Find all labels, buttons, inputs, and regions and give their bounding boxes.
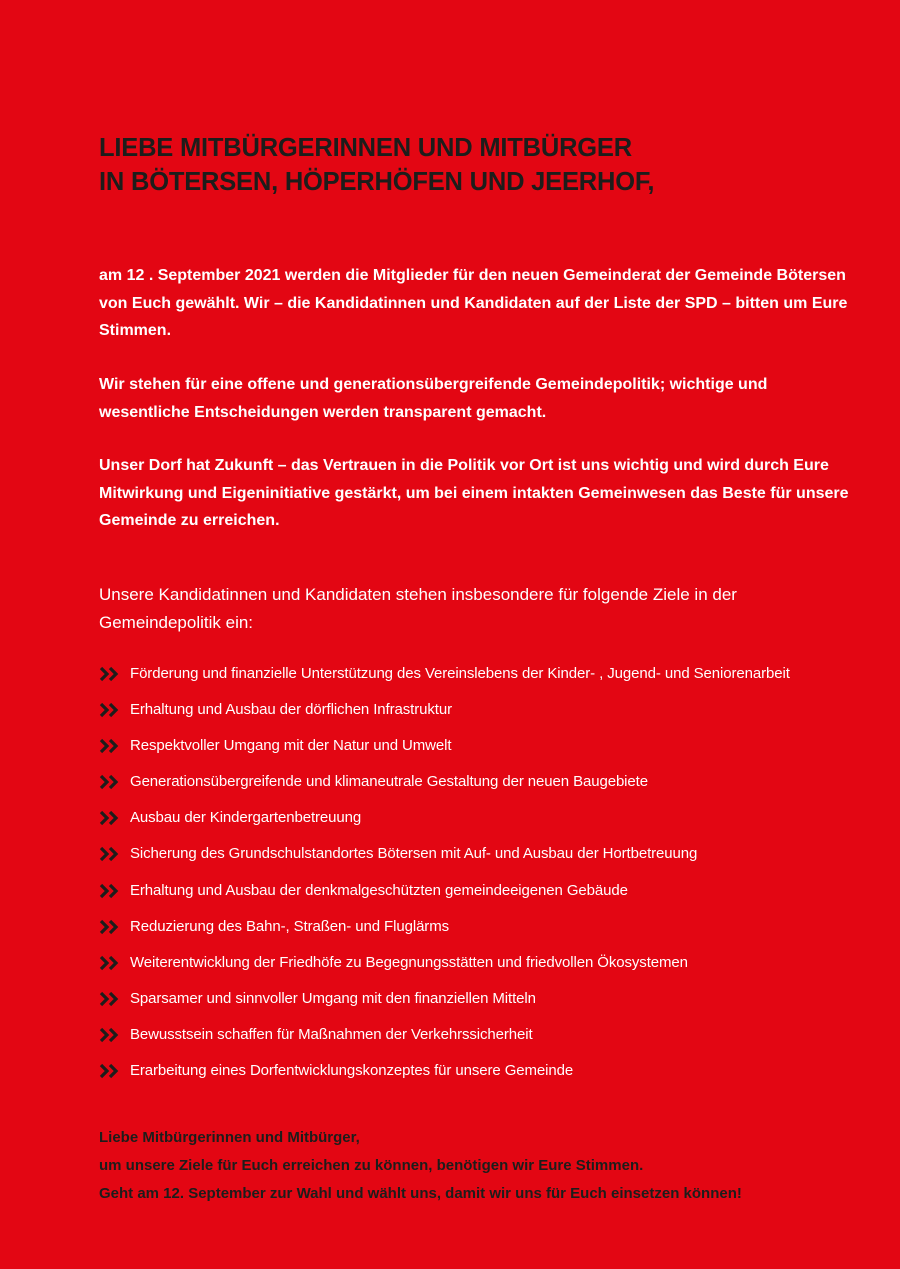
double-chevron-right-icon	[99, 1027, 121, 1043]
goals-intro: Unsere Kandidatinnen und Kandidaten stehen insbesondere für folgende Ziele in der Gemeindepolitik ein:	[99, 585, 737, 632]
page-headline	[99, 131, 654, 199]
double-chevron-right-icon	[99, 810, 121, 826]
intro-paragraph-policy: Wir stehen für eine offene und generationsübergreifende Gemeindepolitik; wichtige und wesentliche Entscheidungen werden transparent gemacht.	[99, 376, 768, 421]
goal-text: Erhaltung und Ausbau der denkmalgeschützten gemeindeeigenen Gebäude	[130, 881, 628, 899]
goal-text: Sicherung des Grundschulstandortes Bötersen mit Auf- und Ausbau der Hortbetreuung	[130, 845, 698, 863]
double-chevron-right-icon	[99, 1063, 121, 1079]
goal-item	[99, 732, 869, 768]
closing-line-1: Liebe Mitbürgerinnen und Mitbürger,	[99, 1129, 360, 1146]
double-chevron-right-icon	[99, 738, 121, 754]
headline-line-1: LIEBE MITBÜRGERINNEN UND MITBÜRGER	[99, 134, 632, 162]
intro-paragraph-election: am 12 . September 2021 werden die Mitglieder für den neuen Gemeinderat der Gemeinde Bötersen von Euch gewählt. Wir – die Kandidatinnen und Kandidaten auf der Liste der SPD – bitten um Eure Stimmen.	[99, 267, 848, 339]
double-chevron-right-icon	[99, 991, 121, 1007]
double-chevron-right-icon	[99, 846, 121, 862]
double-chevron-right-icon	[99, 883, 121, 899]
goal-text: Weiterentwicklung der Friedhöfe zu Begegnungsstätten und friedvollen Ökosystemen	[130, 953, 688, 971]
goal-item	[99, 877, 869, 913]
goal-text: Generationsübergreifende und klimaneutrale Gestaltung der neuen Baugebiete	[130, 773, 648, 791]
closing-line-2: um unsere Ziele für Euch erreichen zu können, benötigen wir Eure Stimmen.	[99, 1157, 644, 1174]
goal-item	[99, 949, 869, 985]
goal-text: Förderung und finanzielle Unterstützung des Vereinslebens der Kinder- , Jugend- und Seniorenarbeit	[130, 665, 790, 682]
goal-item	[99, 1057, 869, 1093]
closing-line-3: Geht am 12. September zur Wahl und wählt uns, damit wir uns für Euch einsetzen können!	[99, 1185, 742, 1202]
goal-item	[99, 1021, 869, 1057]
goal-item	[99, 696, 869, 732]
goal-text: Bewusstsein schaffen für Maßnahmen der Verkehrssicherheit	[130, 1025, 533, 1043]
intro-paragraph-future: Unser Dorf hat Zukunft – das Vertrauen in die Politik vor Ort ist uns wichtig und wird durch Eure Mitwirkung und Eigeninitiative gestärkt, um bei einem intakten Gemeinwesen das Beste für unsere Gemeinde zu erreichen.	[99, 457, 849, 529]
goal-text: Erarbeitung eines Dorfentwicklungskonzeptes für unsere Gemeinde	[130, 1062, 574, 1080]
double-chevron-right-icon	[99, 955, 121, 971]
goal-item	[99, 804, 869, 840]
goal-item	[99, 985, 869, 1021]
goal-item	[99, 660, 869, 696]
goal-text: Erhaltung und Ausbau der dörflichen Infrastruktur	[130, 701, 452, 719]
goal-item	[99, 913, 869, 949]
goal-item	[99, 768, 869, 804]
closing-appeal	[99, 1124, 859, 1208]
double-chevron-right-icon	[99, 774, 121, 790]
double-chevron-right-icon	[99, 702, 121, 718]
goal-text: Reduzierung des Bahn-, Straßen- und Fluglärms	[130, 917, 449, 935]
goals-list	[99, 660, 869, 1093]
goal-text: Sparsamer und sinnvoller Umgang mit den finanziellen Mitteln	[130, 989, 536, 1007]
double-chevron-right-icon	[99, 919, 121, 935]
headline-line-2: IN BÖTERSEN, HÖPERHÖFEN UND JEERHOF,	[99, 168, 655, 196]
goal-item	[99, 840, 869, 876]
goal-text: Respektvoller Umgang mit der Natur und Umwelt	[130, 737, 452, 755]
goal-text: Ausbau der Kindergartenbetreuung	[130, 809, 362, 827]
double-chevron-right-icon	[99, 666, 121, 682]
